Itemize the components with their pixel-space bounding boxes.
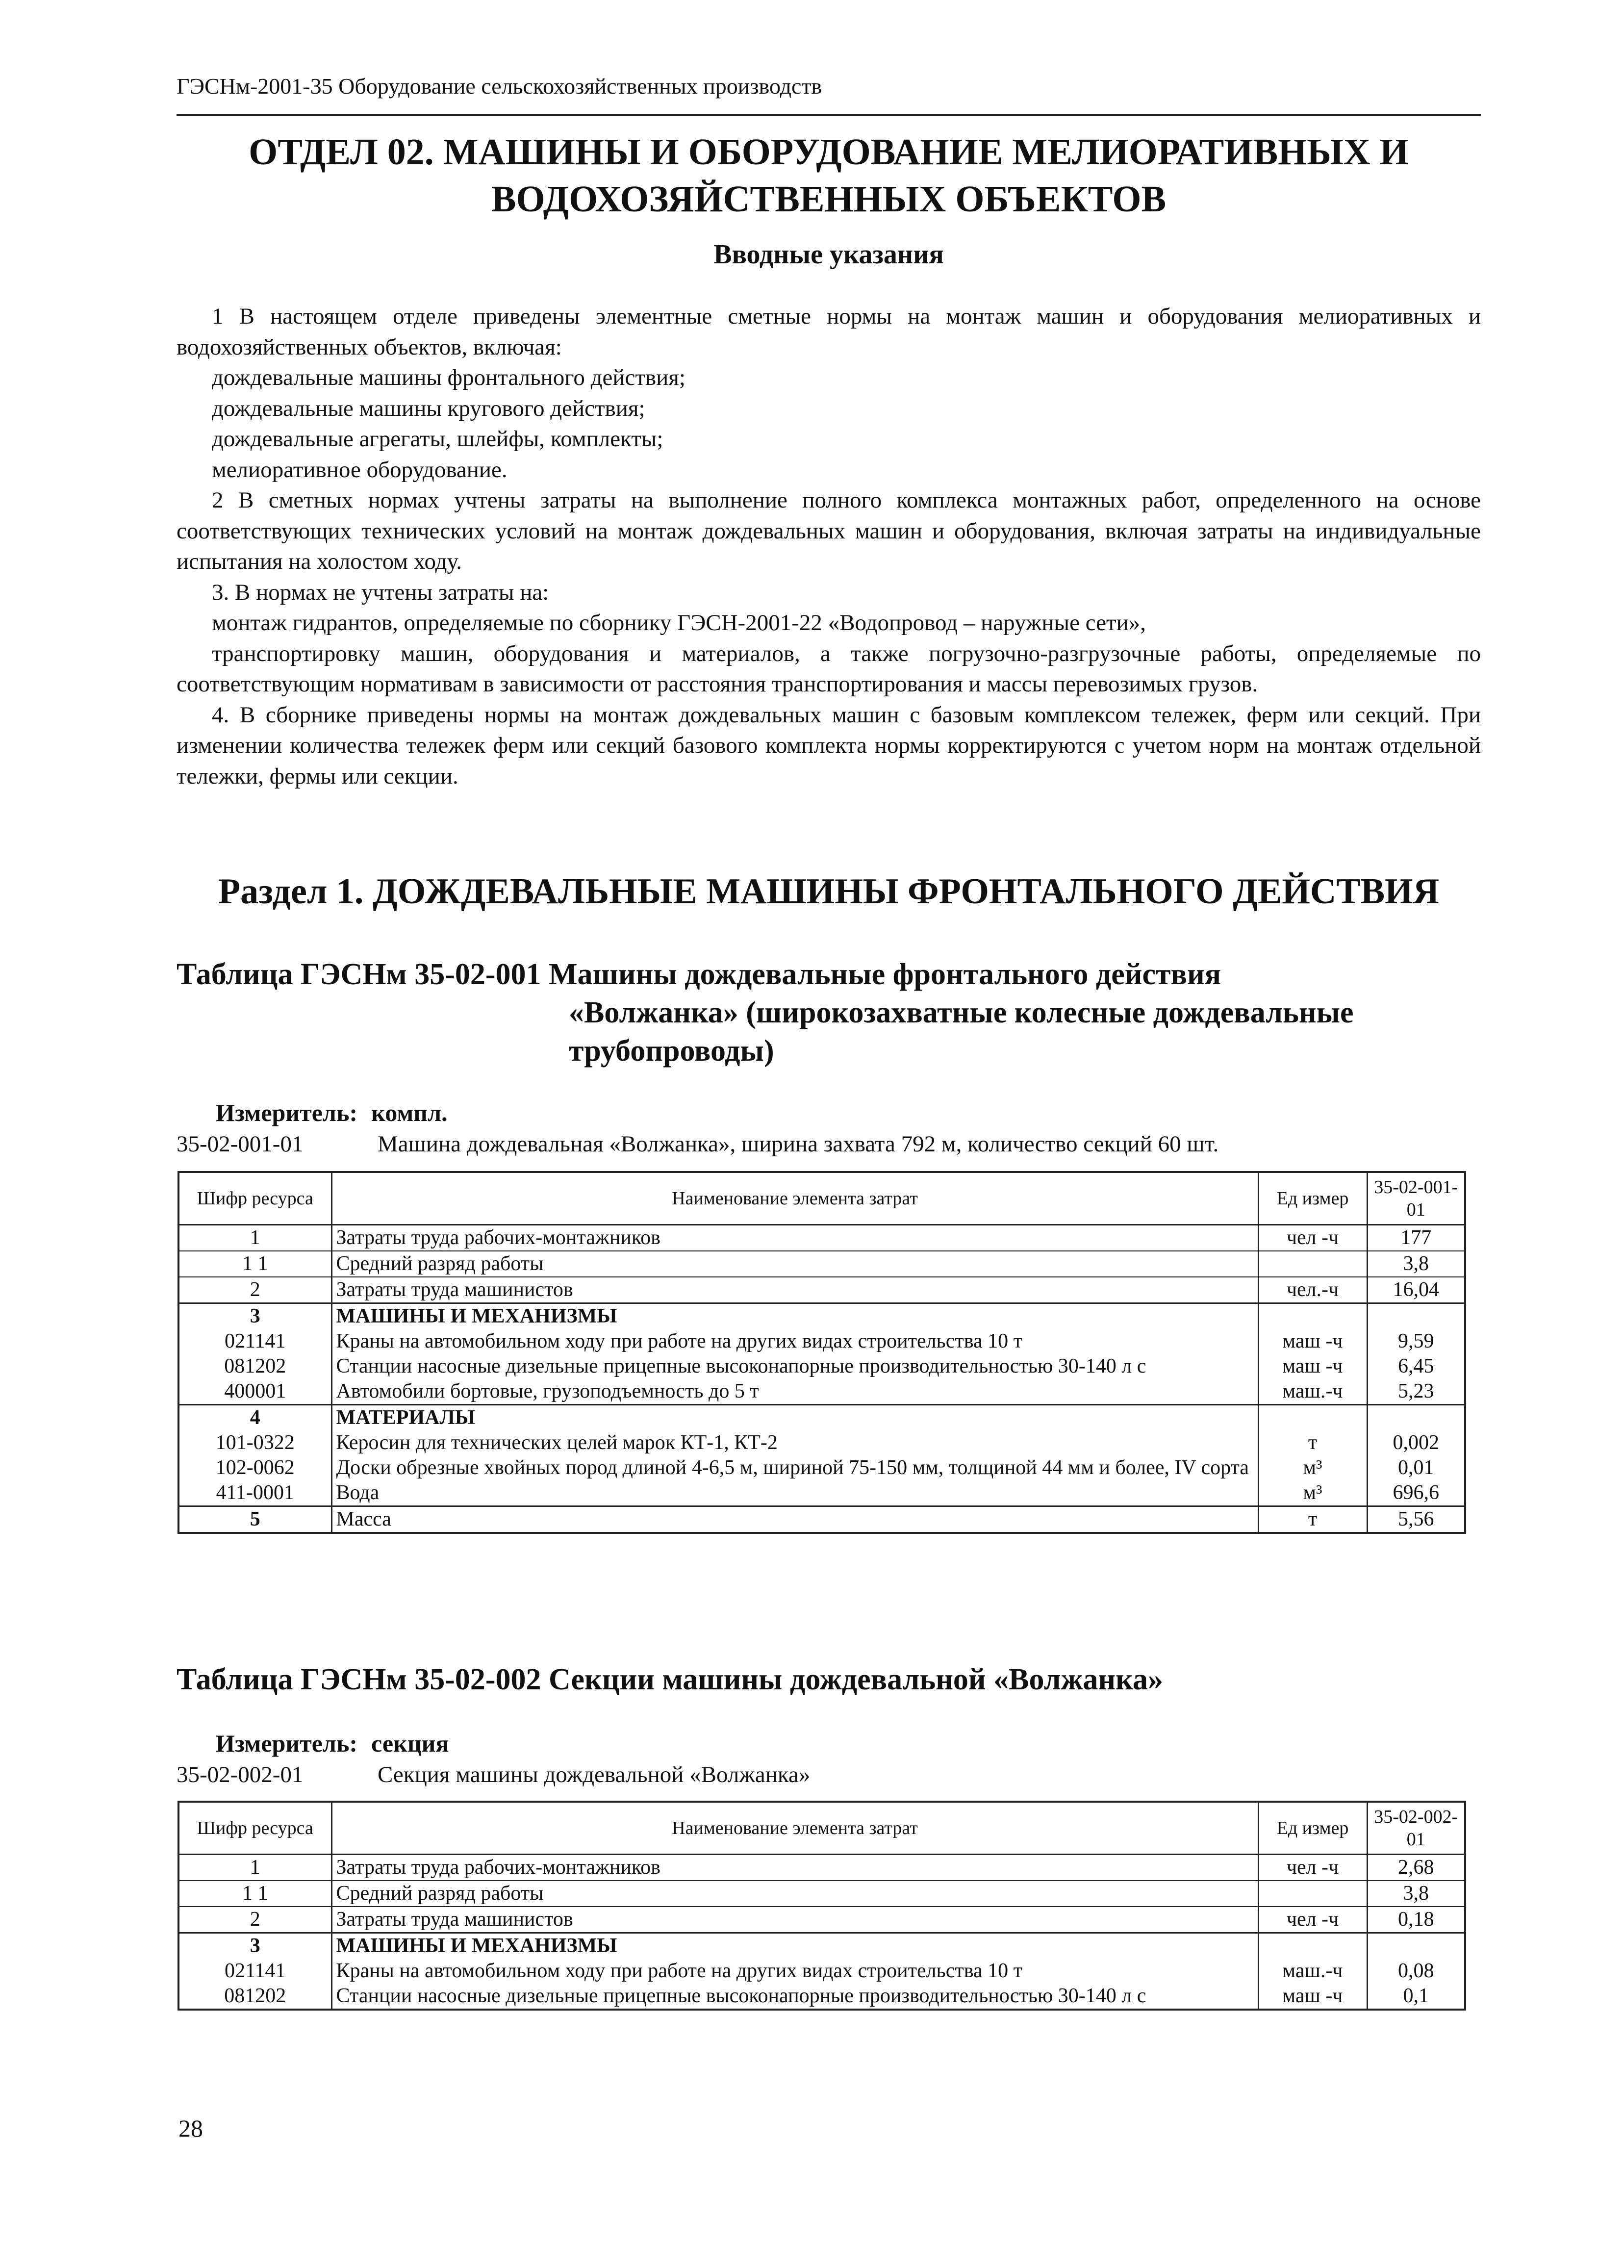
table-row	[178, 1959, 1465, 1984]
table2-measure	[216, 1728, 449, 1758]
cell-code: 400001	[178, 1379, 331, 1405]
cell-unit: т	[1258, 1430, 1367, 1455]
table-row	[178, 1455, 1465, 1480]
cell-name: Затраты труда машинистов	[331, 1907, 1258, 1933]
cell-code: 1 1	[178, 1251, 331, 1277]
intro-list-item: мелиоративное оборудование.	[212, 457, 508, 483]
column-header-name: Наименование элемента затрат	[331, 1172, 1258, 1225]
cell-code: 5	[178, 1506, 331, 1533]
cell-unit: м³	[1258, 1455, 1367, 1480]
intro-list-item: дождевальные машины фронтального действия;	[212, 365, 685, 390]
cell-value: 0,18	[1367, 1907, 1465, 1933]
cell-value: 3,8	[1367, 1251, 1465, 1277]
cell-unit	[1258, 1251, 1367, 1277]
intro-paragraph-3-item: транспортировку машин, оборудования и материалов, а также погрузочно-разгрузочные работы, определяемые по соответствующим нормативам в зависимости от расстояния транспортирования и массы перевозимых грузов.	[177, 640, 1481, 697]
cell-unit	[1258, 1933, 1367, 1959]
cell-value: 16,04	[1367, 1277, 1465, 1303]
table1-norm-line	[177, 1129, 1219, 1159]
norm-code: 35-02-002-01	[177, 1762, 304, 1787]
page-number: 28	[178, 2115, 203, 2142]
table-row	[178, 1354, 1465, 1379]
table2	[178, 1801, 1466, 2011]
cell-unit: маш.-ч	[1258, 1379, 1367, 1405]
measure-label: Измеритель:	[216, 1730, 358, 1757]
table-row	[178, 1251, 1465, 1277]
cell-code: 3	[178, 1933, 331, 1959]
norm-description: Машина дождевальная «Волжанка», ширина захвата 792 м, количество секций 60 шт.	[378, 1131, 1219, 1157]
cell-value: 5,23	[1367, 1379, 1465, 1405]
running-header: ГЭСНм-2001-35 Оборудование сельскохозяйственных производств	[177, 74, 822, 99]
cell-unit: м³	[1258, 1480, 1367, 1506]
cell-code: 2	[178, 1277, 331, 1303]
cell-name: Масса	[331, 1506, 1258, 1533]
cell-name: Керосин для технических целей марок КТ-1, КТ-2	[331, 1430, 1258, 1455]
table-row	[178, 1984, 1465, 2010]
cell-value: 3,8	[1367, 1881, 1465, 1907]
cell-unit: чел.-ч	[1258, 1277, 1367, 1303]
section-title: Раздел 1. ДОЖДЕВАЛЬНЫЕ МАШИНЫ ФРОНТАЛЬНОГО ДЕЙСТВИЯ	[218, 871, 1440, 912]
cell-name: Средний разряд работы	[331, 1251, 1258, 1277]
cell-name: Станции насосные дизельные прицепные высоконапорные производительностью 30-140 л с	[331, 1354, 1258, 1379]
column-header-unit: Ед измер	[1258, 1172, 1367, 1225]
cell-unit: маш.-ч	[1258, 1959, 1367, 1984]
table1-title-prefix: Таблица ГЭСНм 35-02-001	[177, 958, 541, 991]
cell-value: 0,08	[1367, 1959, 1465, 1984]
table-row	[178, 1480, 1465, 1506]
cell-code: 081202	[178, 1984, 331, 2010]
intro-list-item: дождевальные агрегаты, шлейфы, комплекты;	[212, 426, 663, 452]
cell-name: Вода	[331, 1480, 1258, 1506]
intro-paragraph-2: 2 В сметных нормах учтены затраты на выполнение полного комплекса монтажных работ, определенного на основе соответствующих технических условий на монтаж дождевальных машин и оборудования, включая затраты на индивидуальные испытания на холостом ходу.	[177, 487, 1481, 574]
cell-value: 0,002	[1367, 1430, 1465, 1455]
table1-measure	[216, 1097, 448, 1128]
cell-unit: чел -ч	[1258, 1225, 1367, 1251]
cell-code: 2	[178, 1907, 331, 1933]
table-row	[178, 1329, 1465, 1354]
table2-norm-line	[177, 1759, 811, 1790]
measure-value: секция	[371, 1730, 449, 1757]
department-title: ОТДЕЛ 02. МАШИНЫ И ОБОРУДОВАНИЕ МЕЛИОРАТИВНЫХ И ВОДОХОЗЯЙСТВЕННЫХ ОБЪЕКТОВ	[249, 131, 1409, 220]
measure-label: Измеритель:	[216, 1099, 358, 1126]
cell-code: 101-0322	[178, 1430, 331, 1455]
cell-code: 1	[178, 1855, 331, 1881]
table1	[178, 1171, 1466, 1534]
cell-code: 1	[178, 1225, 331, 1251]
cell-unit: маш -ч	[1258, 1329, 1367, 1354]
cell-name: Автомобили бортовые, грузоподъемность до 5 т	[331, 1379, 1258, 1405]
cell-code: 4	[178, 1405, 331, 1431]
cell-name: Средний разряд работы	[331, 1881, 1258, 1907]
cell-unit	[1258, 1303, 1367, 1329]
cell-value	[1367, 1933, 1465, 1959]
table-header-row	[178, 1172, 1465, 1225]
cell-code: 3	[178, 1303, 331, 1329]
cell-unit: чел -ч	[1258, 1907, 1367, 1933]
cell-value: 0,01	[1367, 1455, 1465, 1480]
cell-name: Краны на автомобильном ходу при работе на других видах строительства 10 т	[331, 1329, 1258, 1354]
cell-unit	[1258, 1881, 1367, 1907]
cell-value	[1367, 1405, 1465, 1431]
cell-value: 696,6	[1367, 1480, 1465, 1506]
intro-paragraph-3: 3. В нормах не учтены затраты на:	[212, 579, 549, 605]
cell-unit: маш -ч	[1258, 1984, 1367, 2010]
column-header-norm: 35-02-002-01	[1367, 1802, 1465, 1855]
table-row	[178, 1907, 1465, 1933]
cell-value: 2,68	[1367, 1855, 1465, 1881]
table-row	[178, 1225, 1465, 1251]
column-header-name: Наименование элемента затрат	[331, 1802, 1258, 1855]
cell-unit	[1258, 1405, 1367, 1431]
column-header-norm: 35-02-001-01	[1367, 1172, 1465, 1225]
table-row	[178, 1506, 1465, 1533]
table-header-row	[178, 1802, 1465, 1855]
table1-title-line3: трубопроводы)	[569, 1034, 774, 1068]
table-row	[178, 1405, 1465, 1431]
cell-name: МАШИНЫ И МЕХАНИЗМЫ	[331, 1303, 1258, 1329]
cell-value: 5,56	[1367, 1506, 1465, 1533]
cell-name: Затраты труда рабочих-монтажников	[331, 1225, 1258, 1251]
cell-code: 411-0001	[178, 1480, 331, 1506]
intro-heading: Вводные указания	[713, 239, 944, 270]
table-row	[178, 1855, 1465, 1881]
intro-paragraph-1: 1 В настоящем отделе приведены элементные сметные нормы на монтаж машин и оборудования мелиоративных и водохозяйственных объектов, включая:	[177, 304, 1481, 360]
cell-code: 021141	[178, 1329, 331, 1354]
cell-name: Затраты труда машинистов	[331, 1277, 1258, 1303]
cell-name: Затраты труда рабочих-монтажников	[331, 1855, 1258, 1881]
column-header-code: Шифр ресурса	[178, 1172, 331, 1225]
table2-title: Таблица ГЭСНм 35-02-002 Секции машины дождевальной «Волжанка»	[177, 1663, 1163, 1696]
column-header-unit: Ед измер	[1258, 1802, 1367, 1855]
table1-title-line1: Машины дождевальные фронтального действия	[549, 958, 1221, 991]
table-row	[178, 1430, 1465, 1455]
cell-unit: т	[1258, 1506, 1367, 1533]
cell-unit: маш -ч	[1258, 1354, 1367, 1379]
intro-text	[177, 301, 1481, 791]
cell-name: Доски обрезные хвойных пород длиной 4-6,5 м, шириной 75-150 мм, толщиной 44 мм и более, IV сорта	[331, 1455, 1258, 1480]
cell-value	[1367, 1303, 1465, 1329]
norm-description: Секция машины дождевальной «Волжанка»	[378, 1762, 811, 1787]
cell-value: 6,45	[1367, 1354, 1465, 1379]
cell-unit: чел -ч	[1258, 1855, 1367, 1881]
cell-code: 021141	[178, 1959, 331, 1984]
intro-paragraph-3-item: монтаж гидрантов, определяемые по сборнику ГЭСН-2001-22 «Водопровод – наружные сети»,	[212, 610, 1146, 636]
table-row	[178, 1881, 1465, 1907]
cell-name: Станции насосные дизельные прицепные высоконапорные производительностью 30-140 л с	[331, 1984, 1258, 2010]
cell-value: 177	[1367, 1225, 1465, 1251]
cell-code: 081202	[178, 1354, 331, 1379]
cell-code: 1 1	[178, 1881, 331, 1907]
table-row	[178, 1379, 1465, 1405]
table-row	[178, 1303, 1465, 1329]
column-header-code: Шифр ресурса	[178, 1802, 331, 1855]
table1-title	[177, 955, 1481, 1070]
norm-code: 35-02-001-01	[177, 1131, 304, 1157]
cell-name: МАШИНЫ И МЕХАНИЗМЫ	[331, 1933, 1258, 1959]
table-row	[178, 1933, 1465, 1959]
cell-name: Краны на автомобильном ходу при работе на других видах строительства 10 т	[331, 1959, 1258, 1984]
table-row	[178, 1277, 1465, 1303]
cell-name: МАТЕРИАЛЫ	[331, 1405, 1258, 1431]
header-rule	[177, 114, 1481, 116]
cell-value: 9,59	[1367, 1329, 1465, 1354]
intro-paragraph-4: 4. В сборнике приведены нормы на монтаж дождевальных машин с базовым комплексом тележек, ферм или секций. При изменении количества тележек ферм или секций базового комплекта нормы корректируются с учетом норм на монтаж отдельной тележки, фермы или секции.	[177, 702, 1481, 789]
measure-value: компл.	[371, 1099, 448, 1126]
cell-value: 0,1	[1367, 1984, 1465, 2010]
intro-list-item: дождевальные машины кругового действия;	[212, 395, 645, 421]
table1-title-line2: «Волжанка» (широкозахватные колесные дождевальные	[569, 996, 1354, 1029]
cell-code: 102-0062	[178, 1455, 331, 1480]
